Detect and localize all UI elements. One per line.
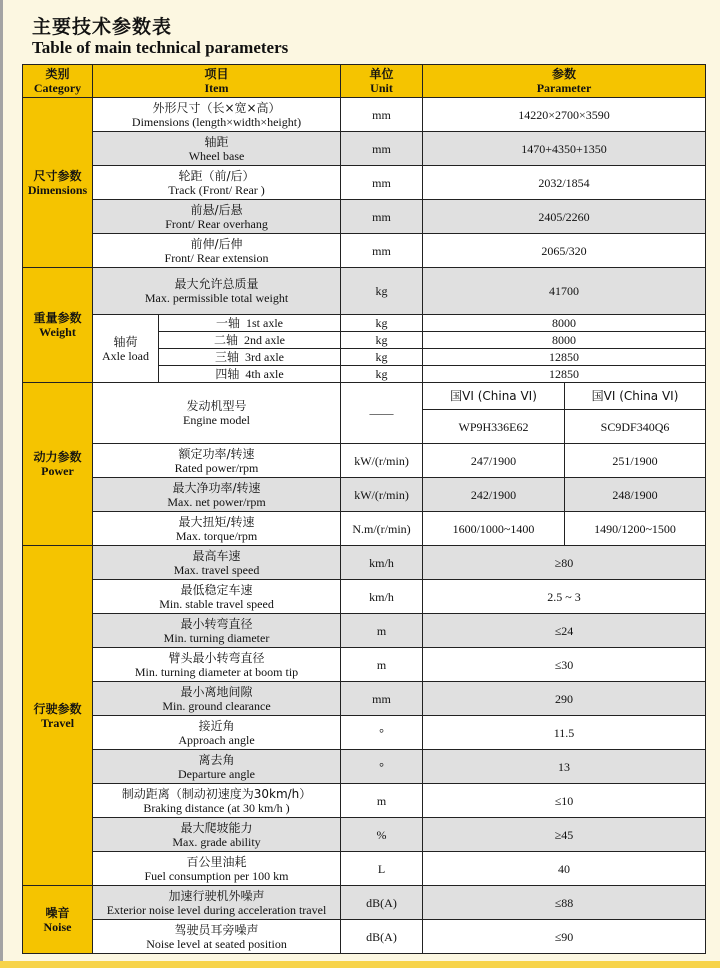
unit-cell: mm xyxy=(341,200,423,234)
axle-item-cell: 二轴 2nd axle xyxy=(159,332,341,349)
axle-load-label: 轴荷 Axle load xyxy=(93,315,159,383)
value-cell: 2.5 ~ 3 xyxy=(423,580,706,614)
table-row xyxy=(23,383,706,410)
value-cell: 1470+4350+1350 xyxy=(423,132,706,166)
value-cell: ≤88 xyxy=(423,886,706,920)
value-cell: 11.5 xyxy=(423,716,706,750)
axle-item-cell: 四轴 4th axle xyxy=(159,366,341,383)
engine-model-1: WP9H336E62 xyxy=(423,410,565,444)
item-cell: 接近角 Approach angle xyxy=(93,716,341,750)
value-cell: 247/1900 xyxy=(423,444,565,478)
category-noise: 噪音 Noise xyxy=(23,886,93,954)
unit-cell: km/h xyxy=(341,580,423,614)
unit-cell: L xyxy=(341,852,423,886)
value-cell: ≥80 xyxy=(423,546,706,580)
item-cell: 最大净功率/转速 Max. net power/rpm xyxy=(93,478,341,512)
unit-cell: kW/(r/min) xyxy=(341,444,423,478)
table-row xyxy=(23,580,706,614)
table-row xyxy=(23,852,706,886)
table-row xyxy=(23,920,706,954)
category-power: 动力参数 Power xyxy=(23,383,93,546)
unit-cell: N.m/(r/min) xyxy=(341,512,423,546)
item-cell: 加速行驶机外噪声 Exterior noise level during acceleration travel xyxy=(93,886,341,920)
spec-table xyxy=(22,64,706,954)
table-row xyxy=(23,166,706,200)
table-row xyxy=(23,132,706,166)
engine-standard-2: 国VI (China VI) xyxy=(565,383,706,410)
value-cell: 14220×2700×3590 xyxy=(423,98,706,132)
value-cell: 248/1900 xyxy=(565,478,706,512)
unit-cell: m xyxy=(341,784,423,818)
axle-item-cell: 三轴 3rd axle xyxy=(159,349,341,366)
value-cell: ≥45 xyxy=(423,818,706,852)
value-cell: 1600/1000~1400 xyxy=(423,512,565,546)
unit-cell: —— xyxy=(341,383,423,444)
value-cell: 12850 xyxy=(423,349,706,366)
table-row xyxy=(23,546,706,580)
unit-cell: ° xyxy=(341,716,423,750)
item-cell: 发动机型号 Engine model xyxy=(93,383,341,444)
item-cell: 驾驶员耳旁噪声 Noise level at seated position xyxy=(93,920,341,954)
unit-cell: kg xyxy=(341,349,423,366)
table-row xyxy=(23,98,706,132)
table-row xyxy=(23,784,706,818)
axle-item-cell: 一轴 1st axle xyxy=(159,315,341,332)
category-dimensions: 尺寸参数 Dimensions xyxy=(23,98,93,268)
unit-cell: mm xyxy=(341,132,423,166)
unit-cell: m xyxy=(341,614,423,648)
table-row xyxy=(23,268,706,315)
bottom-accent-band xyxy=(0,961,720,968)
header-item: 项目 Item xyxy=(93,65,341,98)
unit-cell: ° xyxy=(341,750,423,784)
item-cell: 百公里油耗 Fuel consumption per 100 km xyxy=(93,852,341,886)
item-cell: 最大允许总质量 Max. permissible total weight xyxy=(93,268,341,315)
table-row xyxy=(23,614,706,648)
table-row xyxy=(23,750,706,784)
page-left-edge xyxy=(0,0,3,968)
table-row xyxy=(23,200,706,234)
category-travel: 行驶参数 Travel xyxy=(23,546,93,886)
item-cell: 前悬/后悬 Front/ Rear overhang xyxy=(93,200,341,234)
value-cell: 290 xyxy=(423,682,706,716)
value-cell: 12850 xyxy=(423,366,706,383)
unit-cell: dB(A) xyxy=(341,886,423,920)
table-row xyxy=(23,682,706,716)
item-cell: 额定功率/转速 Rated power/rpm xyxy=(93,444,341,478)
table-row xyxy=(23,234,706,268)
item-cell: 离去角 Departure angle xyxy=(93,750,341,784)
table-row xyxy=(23,818,706,852)
table-row xyxy=(23,512,706,546)
table-row xyxy=(23,716,706,750)
table-header-row xyxy=(23,65,706,98)
unit-cell: m xyxy=(341,648,423,682)
unit-cell: kg xyxy=(341,332,423,349)
unit-cell: kW/(r/min) xyxy=(341,478,423,512)
unit-cell: km/h xyxy=(341,546,423,580)
value-cell: 1490/1200~1500 xyxy=(565,512,706,546)
unit-cell: kg xyxy=(341,315,423,332)
header-parameter: 参数 Parameter xyxy=(423,65,706,98)
table-row xyxy=(23,444,706,478)
item-cell: 前伸/后伸 Front/ Rear extension xyxy=(93,234,341,268)
item-cell: 最小离地间隙 Min. ground clearance xyxy=(93,682,341,716)
value-cell: 2405/2260 xyxy=(423,200,706,234)
table-row xyxy=(23,478,706,512)
unit-cell: kg xyxy=(341,268,423,315)
page-title-zh: 主要技术参数表 xyxy=(32,16,173,38)
engine-standard-1: 国VI (China VI) xyxy=(423,383,565,410)
unit-cell: mm xyxy=(341,234,423,268)
header-unit: 单位 Unit xyxy=(341,65,423,98)
item-cell: 最低稳定车速 Min. stable travel speed xyxy=(93,580,341,614)
table-row xyxy=(23,648,706,682)
item-cell: 最小转弯直径 Min. turning diameter xyxy=(93,614,341,648)
item-cell: 臂头最小转弯直径 Min. turning diameter at boom tip xyxy=(93,648,341,682)
unit-cell: mm xyxy=(341,682,423,716)
table-row xyxy=(23,886,706,920)
item-cell: 轮距（前/后） Track (Front/ Rear ) xyxy=(93,166,341,200)
item-cell: 最大扭矩/转速 Max. torque/rpm xyxy=(93,512,341,546)
value-cell: ≤10 xyxy=(423,784,706,818)
category-weight: 重量参数 Weight xyxy=(23,268,93,383)
header-category: 类别 Category xyxy=(23,65,93,98)
engine-model-2: SC9DF340Q6 xyxy=(565,410,706,444)
value-cell: 2032/1854 xyxy=(423,166,706,200)
value-cell: 2065/320 xyxy=(423,234,706,268)
value-cell: 242/1900 xyxy=(423,478,565,512)
item-cell: 最大爬坡能力 Max. grade ability xyxy=(93,818,341,852)
unit-cell: mm xyxy=(341,166,423,200)
unit-cell: kg xyxy=(341,366,423,383)
value-cell: 8000 xyxy=(423,332,706,349)
item-cell: 外形尺寸（长×宽×高） Dimensions (length×width×height) xyxy=(93,98,341,132)
value-cell: ≤24 xyxy=(423,614,706,648)
page-title-en: Table of main technical parameters xyxy=(32,38,289,57)
value-cell: 40 xyxy=(423,852,706,886)
item-cell: 制动距离（制动初速度为30km/h） Braking distance (at 30 km/h ) xyxy=(93,784,341,818)
item-cell: 最高车速 Max. travel speed xyxy=(93,546,341,580)
value-cell: 251/1900 xyxy=(565,444,706,478)
table-row xyxy=(23,315,706,332)
value-cell: ≤90 xyxy=(423,920,706,954)
value-cell: ≤30 xyxy=(423,648,706,682)
item-cell: 轴距 Wheel base xyxy=(93,132,341,166)
unit-cell: dB(A) xyxy=(341,920,423,954)
unit-cell: mm xyxy=(341,98,423,132)
value-cell: 41700 xyxy=(423,268,706,315)
value-cell: 13 xyxy=(423,750,706,784)
unit-cell: % xyxy=(341,818,423,852)
value-cell: 8000 xyxy=(423,315,706,332)
